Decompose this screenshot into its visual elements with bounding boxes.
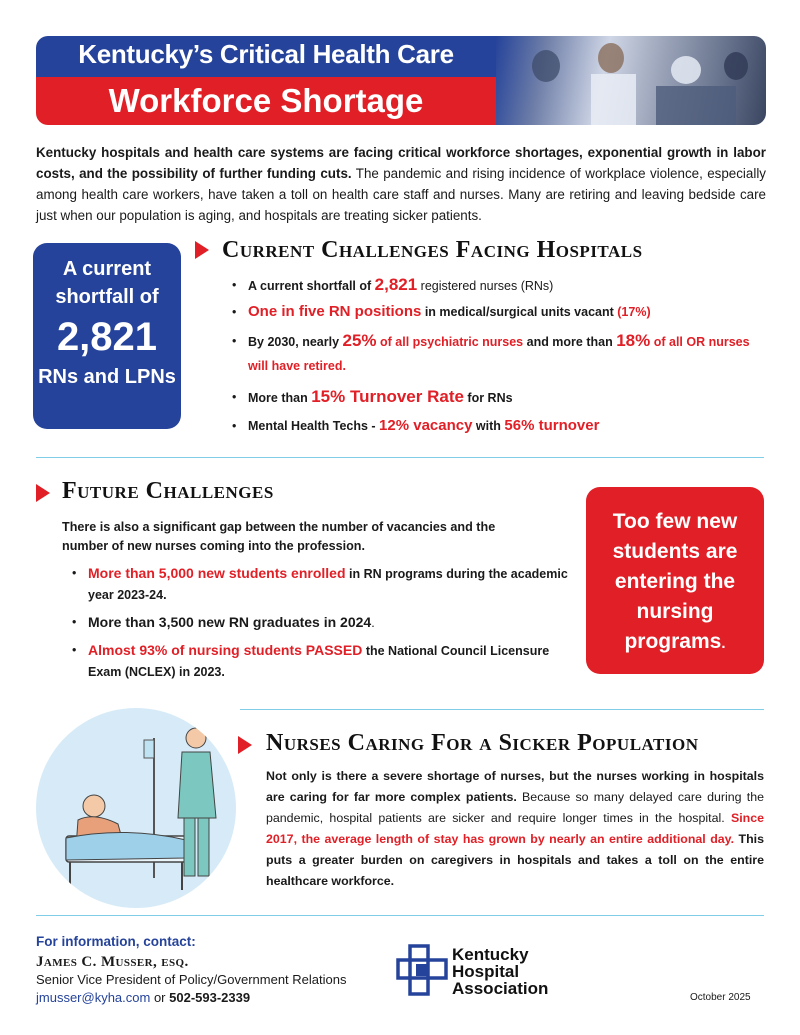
kha-logo-text: Kentucky Hospital Association [452,945,549,998]
contact-email-link[interactable]: jmusser@kyha.com [36,990,151,1005]
future-intro-text: There is also a significant gap between the number of vacancies and the number of new nurses coming into the profession. [62,520,496,553]
title-line-2: Workforce Shortage [108,82,424,119]
intro-paragraph [36,142,766,226]
intro-text: The pandemic and rising incidence of workplace violence, especially among health care workers, have taken a toll on health care staff and nurses. Many are retiring and leaving bedside care just when our population is aging, and hospitals are treating sicker patients. [36,166,766,223]
list-item: • More than 5,000 new students enrolled in RN programs during the academic year 2023-24. [72,563,572,606]
list-item: • More than 15% Turnover Rate for RNs [232,384,772,411]
future-challenges-list [72,563,572,683]
current-challenges-heading: Current Challenges Facing Hospitals [222,237,643,263]
list-item: • A current shortfall of 2,821 registered nurses (RNs) [232,272,772,299]
list-item: • Almost 93% of nursing students PASSED the National Council Licensure Exam (NCLEX) in 2023. [72,640,572,683]
nurse-bed-icon [36,708,236,908]
section-arrow-icon [195,241,209,259]
title-line-1: Kentucky’s Critical Health Care [78,39,454,69]
contact-details: jmusser@kyha.com or 502-593-2339 [36,990,251,1005]
intro-bold-text: Kentucky hospitals and health care systems are facing critical workforce shortages, exponential growth in labor costs, and the possibility of further funding cuts. [36,145,766,181]
divider [240,709,764,710]
students-callout [586,487,764,674]
shortfall-callout-line3: RNs and LPNs [38,366,176,388]
current-challenges-list [232,272,772,439]
list-item: • More than 3,500 new RN graduates in 2024. [72,612,572,634]
contact-heading: For information, contact: [36,934,196,949]
publication-date: October 2025 [690,992,751,1003]
nurses-heading: Nurses Caring For a Sicker Population [266,730,699,756]
header-banner [36,36,766,125]
students-callout-text: Too few new students are entering the nursing programs [612,510,738,653]
shortfall-callout-number: 2,821 [56,315,158,359]
contact-role: Senior Vice President of Policy/Government Relations [36,972,347,987]
future-challenges-heading: Future Challenges [62,478,274,504]
list-item: • One in five RN positions in medical/surgical units vacant (17%) [232,299,772,325]
header-hospital-photo [496,36,766,125]
contact-phone: 502-593-2339 [169,990,251,1005]
list-item: • Mental Health Techs - 12% vacancy with 56% turnover [232,413,772,439]
hospital-staff-image [496,36,766,125]
nurse-patient-illustration [36,708,236,908]
nurses-paragraph: Not only is there a severe shortage of nurses, but the nurses working in hospitals are caring for far more complex patients. Because so many delayed care during the pandemic, hospital patients are sicker and require longer times in the hospital. Since 2017, the average length of stay has grown by nearly an entire additional day. This puts a greater burden on caregivers in hospitals and takes a toll on the entire healthcare workforce. [266,769,765,888]
shortfall-callout-line1: A current shortfall of [55,258,159,308]
section-arrow-icon [36,484,50,502]
shortfall-callout [33,243,181,429]
students-callout-period: . [721,635,726,652]
contact-name: James C. Musser, esq. [36,954,189,970]
list-item: • By 2030, nearly 25% of all psychiatric nurses and more than 18% of all OR nurses will have retired. [232,329,772,378]
kha-logo-icon [396,944,448,996]
section-arrow-icon [238,736,252,754]
divider [36,915,764,916]
divider [36,457,764,458]
